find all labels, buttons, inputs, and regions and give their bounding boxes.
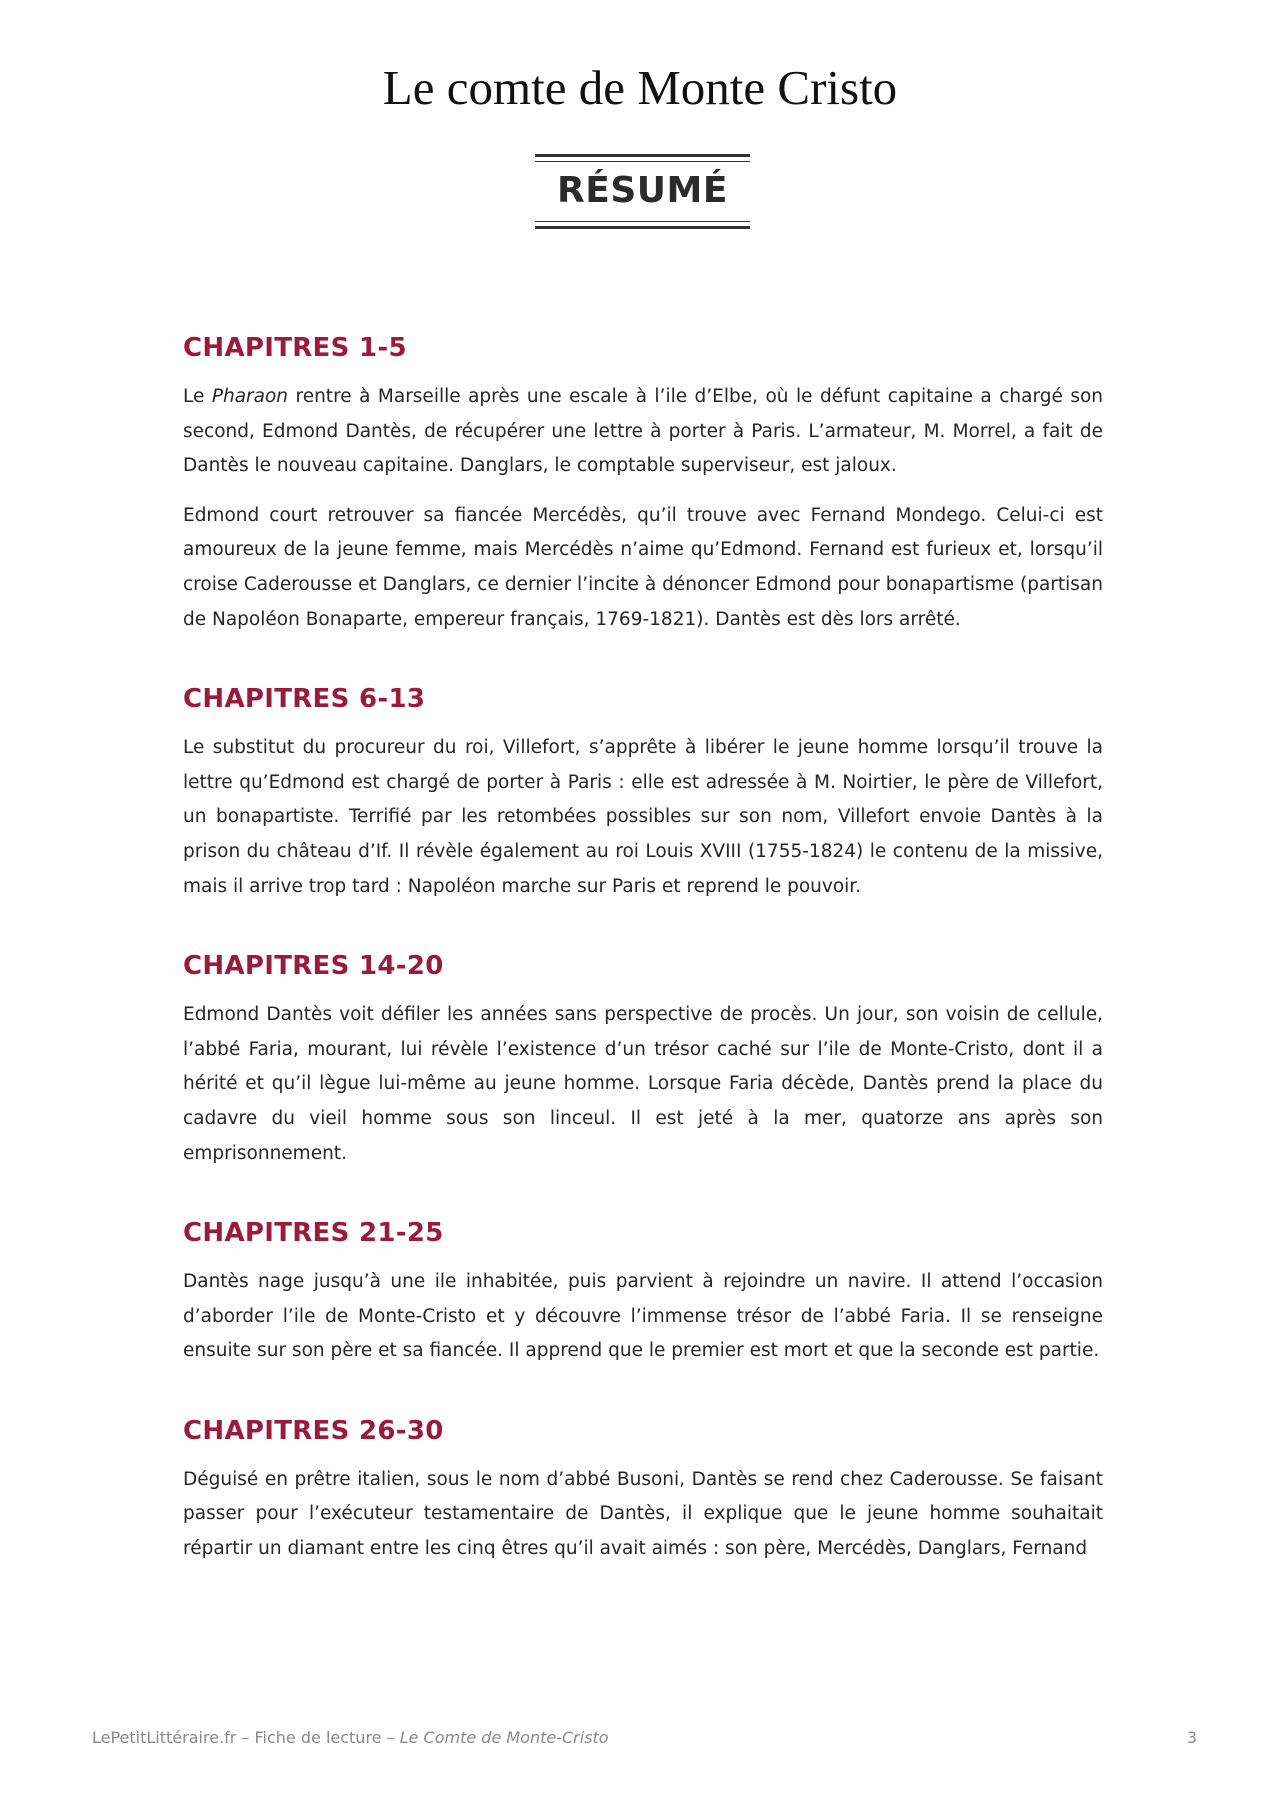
section-heading: CHAPITRES 14-20 [183, 951, 444, 982]
resume-label: RÉSUMÉ [557, 170, 728, 211]
section-chapitres-26-30 [183, 1411, 1103, 1567]
section-heading: CHAPITRES 1-5 [183, 333, 407, 363]
paragraph: Dantès nage jusqu’à une ile inhabitée, puis parvient à rejoindre un navire. Il attend l’occasion d’aborder l’ile de Monte-Cristo et y découvre l’immense trésor de l’abbé Faria. Il se renseigne ensuite sur son père et sa fiancée. Il apprend que le premier est mort et que la seconde est partie. [183, 1271, 1103, 1362]
section-heading: CHAPITRES 26-30 [183, 1415, 444, 1446]
banner-top-rule [535, 154, 750, 157]
paragraph: Edmond Dantès voit défiler les années sans perspective de procès. Un jour, son voisin de cellule, l’abbé Faria, mourant, lui révèle l’existence d’un trésor caché sur l’ile de Monte-Cristo, dont il a hérité et qu’il lègue lui-même au jeune homme. Lorsque Faria décède, Dantès prend la place du cadavre du vieil homme sous son linceul. Il est jeté à la mer, quatorze ans après son emprisonnement. [183, 1004, 1103, 1164]
paragraph [183, 380, 1103, 484]
banner-bottom-thin-rule [535, 221, 750, 222]
footer-book-title: Le Comte de Monte-Cristo [399, 1728, 609, 1747]
resume-banner [535, 154, 750, 229]
paragraph: Le substitut du procureur du roi, Villefort, s’apprête à libérer le jeune homme lorsqu’il trouve la lettre qu’Edmond est chargé de porter à Paris : elle est adressée à M. Noirtier, le père de Villefort, un bonapartiste. Terrifié par les retombées possibles sur son nom, Villefort envoie Dantès à la prison du château d’If. Il révèle également au roi Louis XVIII (1755-1824) le contenu de la missive, mais il arrive trop tard : Napoléon marche sur Paris et reprend le pouvoir. [183, 737, 1103, 897]
document-title: Le comte de Monte Cristo [382, 60, 898, 115]
paragraph: Edmond court retrouver sa fiancée Mercédès, qu’il trouve avec Fernand Mondego. Celui-ci est amoureux de la jeune femme, mais Mercédès n’aime qu’Edmond. Fernand est furieux et, lorsqu’il croise Caderousse et Danglars, ce dernier l’incite à dénoncer Edmond pour bonapartisme (partisan de Napoléon Bonaparte, empereur français, 1769-1821). Dantès est dès lors arrêté. [183, 504, 1103, 630]
section-heading: CHAPITRES 21-25 [183, 1218, 444, 1249]
paragraph-text: rentre à Marseille après une escale à l’ile d’Elbe, où le défunt capitaine a chargé son second, Edmond Dantès, de récupérer une lettre à porter à Paris. L’armateur, M. Morrel, a fait de Dantès le nouveau capitaine. Danglars, le comptable superviseur, est jaloux. [183, 386, 1103, 477]
section-heading: CHAPITRES 6-13 [183, 684, 426, 715]
section-chapitres-21-25 [183, 1213, 1103, 1369]
section-chapitres-6-13 [183, 679, 1103, 904]
page-number: 3 [1186, 1728, 1197, 1747]
summary-content [183, 328, 1103, 1582]
section-chapitres-1-5 [183, 328, 1103, 637]
footer-source [92, 1728, 609, 1747]
footer-source-prefix: LePetitLittéraire.fr – Fiche de lecture – [92, 1728, 400, 1747]
section-chapitres-14-20 [183, 946, 1103, 1171]
paragraph: Déguisé en prêtre italien, sous le nom d’abbé Busoni, Dantès se rend chez Caderousse. Se faisant passer pour l’exécuteur testamentaire de Dantès, il explique que le jeune homme souhaitait répartir un diamant entre les cinq êtres qu’il avait aimés : son père, Mercédès, Danglars, Fernand [183, 1468, 1103, 1560]
banner-top-thin-rule [535, 161, 750, 162]
ship-name: Pharaon [211, 386, 289, 407]
banner-bottom-rule [535, 226, 750, 229]
paragraph-text: Le [183, 386, 212, 407]
